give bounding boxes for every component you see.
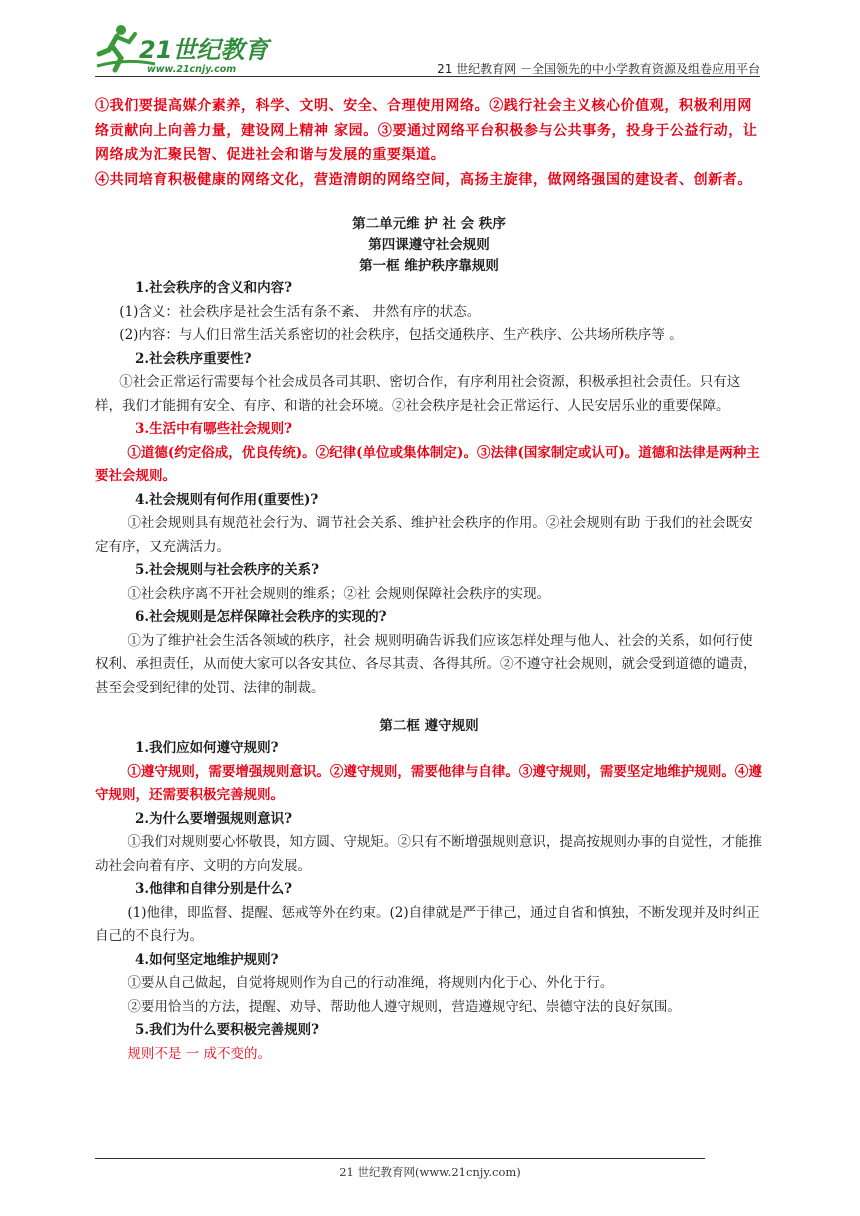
footer-divider [95,1158,705,1159]
answer: ①遵守规则，需要增强规则意识。②遵守规则，需要他律与自律。③遵守规则，需要坚定地维护规则。④遵守规则，还需要积极完善规则。 [95,763,762,803]
answer: (1)他律，即监督、提醒、惩戒等外在约束。(2)自律就是严于律己，通过自省和慎独，不断发现并及时纠正自己的不良行为。 [95,904,760,944]
answer: ①为了维护社会生活各领域的秩序，社会 规则明确告诉我们应该怎样处理与他人、社会的关系，如何行使权利、承担责任，从而使大家可以各安其位、各尽其责、各得其所。②不遵守社会规则，就会受到道德的谴责，甚至会受到纪律的处罚、法律的制裁。 [95,632,757,696]
question: 3.生活中有哪些社会规则? [135,421,293,437]
question: 2.社会秩序重要性? [135,350,252,367]
header-divider [95,76,760,77]
page-header [95,20,760,78]
intro-paragraph-1: ①我们要提高媒介素养，科学、文明、安全、合理使用网络。②践行社会主义核心价值观，积极利用网络贡献向上向善力量，建设网上精神 家园。③要通过网络平台积极参与公共事务，投身于公益行动，让网络成为汇聚民智、促进社会和谐与发展的重要渠道。 [95,98,758,163]
question: 1.我们应如何遵守规则? [135,740,279,756]
unit-title: 第二单元维 护 社 会 秩序 [352,216,506,232]
question: 5.社会规则与社会秩序的关系? [135,562,320,578]
answer: ①社会秩序离不开社会规则的维系；②社 会规则保障社会秩序的实现。 [127,585,551,602]
intro-block [95,94,763,192]
answer: (2)内容：与人们日常生活关系密切的社会秩序，包括交通秩序、生产秩序、公共场所秩序等 。 [119,327,683,343]
answer: 规则不是 一 成不变的。 [127,1045,271,1062]
answer: ①要从自己做起，自觉将规则作为自己的行动准绳，将规则内化于心、外化于行。 [127,975,614,991]
intro-paragraph-2: ④共同培育积极健康的网络文化，营造清朗的网络空间，高扬主旋律，做网络强国的建设者、创新者。 [95,171,752,188]
answer: ①我们对规则要心怀敬畏，知方圆、守规矩。②只有不断增强规则意识，提高按规则办事的自觉性，才能推动社会向着有序、文明的方向发展。 [95,834,762,874]
question: 5.我们为什么要积极完善规则? [135,1022,320,1038]
frame2-title: 第二框 遵守规则 [379,718,479,734]
answer: ②要用恰当的方法，提醒、劝导、帮助他人遵守规则，营造遵规守纪、崇德守法的良好氛围。 [127,998,681,1015]
question: 2.为什么要增强规则意识? [135,810,293,827]
answer: (1)含义：社会秩序是社会生活有条不紊、 井然有序的状态。 [119,303,481,320]
site-logo [95,20,295,76]
question: 6.社会规则是怎样保障社会秩序的实现的? [135,609,387,625]
lesson-title: 第四课遵守社会规则 [368,237,490,253]
answer: ①社会正常运行需要每个社会成员各司其职、密切合作，有序利用社会资源，积极承担社会责任。只有这样，我们才能拥有安全、有序、和谐的社会环境。②社会秩序是社会正常运行、人民安居乐业的重要保障。 [95,374,741,414]
frame1-title: 第一框 维护秩序靠规则 [359,258,499,274]
answer: ①道德(约定俗成，优良传统)。②纪律(单位或集体制定)。③法律(国家制定或认可)。道德和法律是两种主要社会规则。 [95,444,760,484]
logo-url: www.21cnjy.com [147,64,237,75]
question: 1.社会秩序的含义和内容? [135,280,293,296]
page-footer: 21 世纪教育网(www.21cnjy.com) [339,1165,521,1179]
document-body [95,94,763,1066]
question: 4.社会规则有何作用(重要性)? [135,491,319,508]
question: 4.如何坚定地维护规则? [135,951,279,968]
answer: ①社会规则具有规范社会行为、调节社会关系、维护社会秩序的作用。②社会规则有助 于我们的社会既安定有序，又充满活力。 [95,515,753,555]
logo-text: 21世纪教育 [139,36,269,64]
question: 3.他律和自律分别是什么? [135,881,293,897]
header-tagline: 21 世纪教育网 －全国领先的中小学教育资源及组卷应用平台 [437,62,760,76]
